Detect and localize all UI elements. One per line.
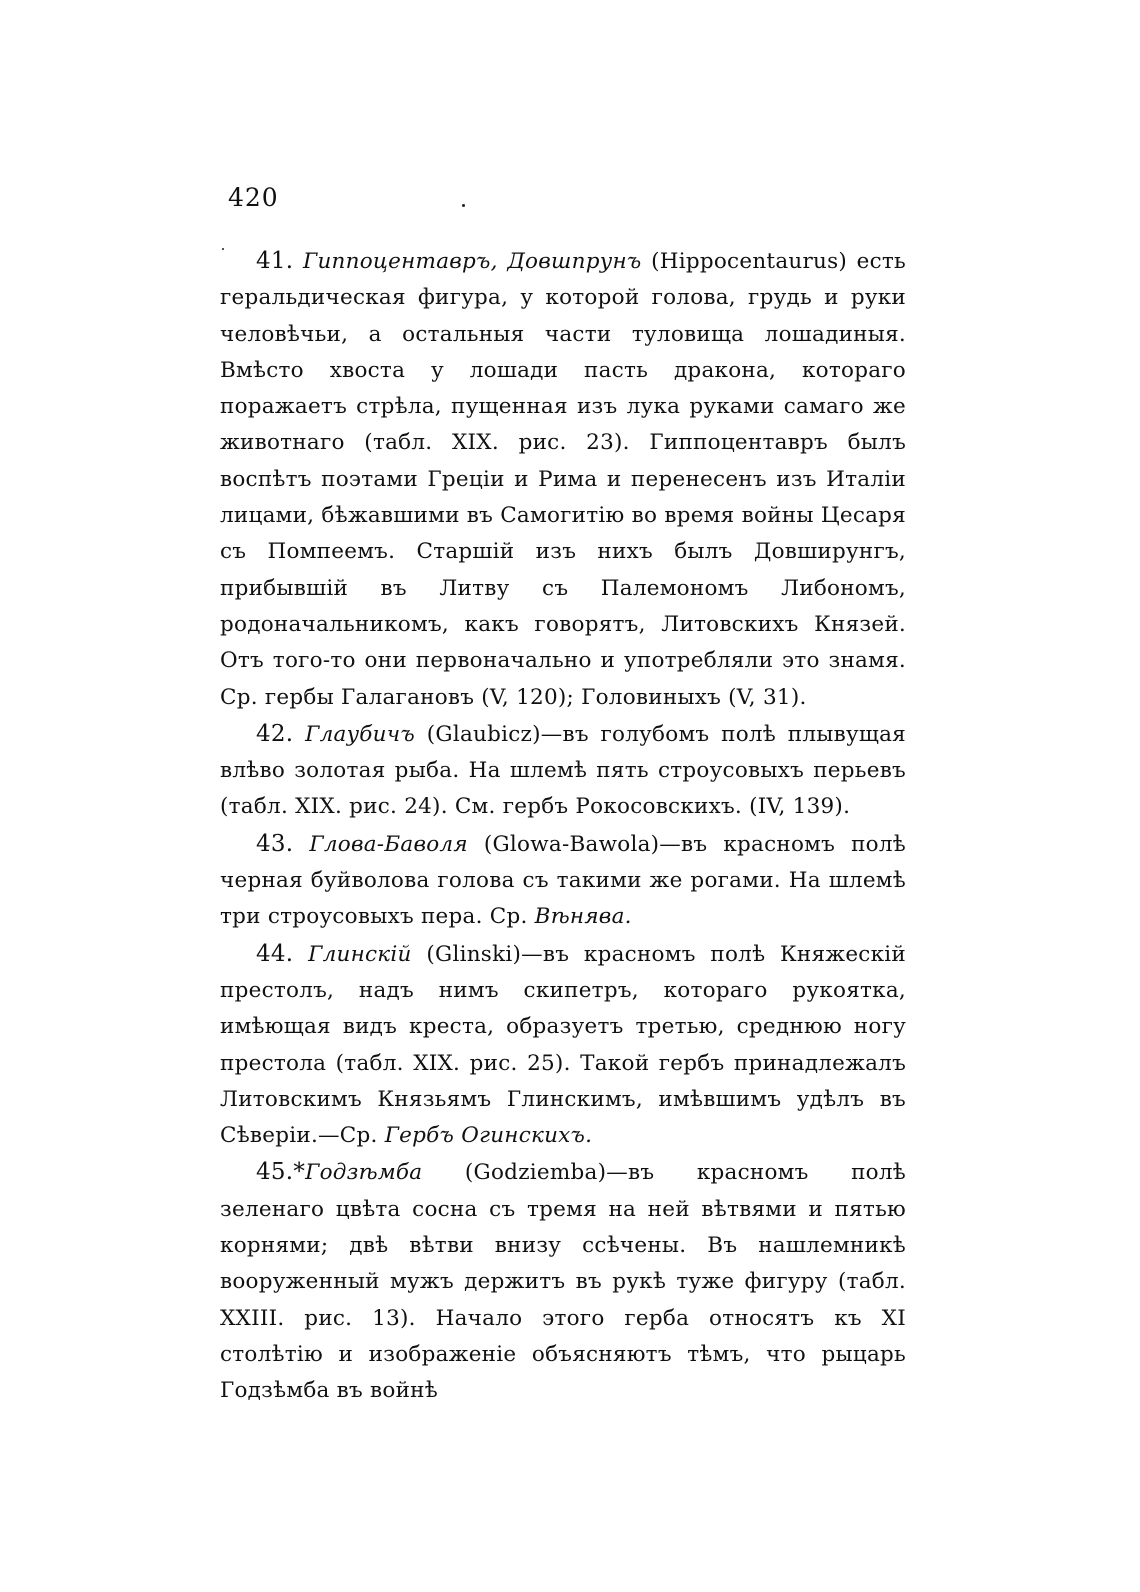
entry-45 [220,1154,906,1409]
entry-text: —въ голубомъ полѣ плывущая влѣво золотая рыба. На шлемѣ пять строусовыхъ перьевъ (табл. XIX. рис. 24). См. гербъ Рокосовскихъ. (IV, 139). [220,721,906,820]
entry-text: —въ красномъ полѣ черная буйволова голова съ такими же рогами. На шлемѣ три строусовыхъ пера. Ср. [220,831,906,930]
print-speck [462,204,465,207]
entry-text: —въ красномъ полѣ Княжескій престолъ, надъ нимъ скипетръ, котораго рукоятка, имѣющая видъ креста, образуетъ третью, среднюю ногу престола (табл. XIX. рис. 25). Такой гербъ принадлежалъ Литовскимъ Князьямъ Глинскимъ, имѣвшимъ удѣлъ въ Сѣверіи.—Ср. [220,941,906,1149]
entry-latin: (Glaubicz) [426,721,541,747]
entry-44 [220,936,906,1155]
entry-text: есть геральдическая фигура, у которой голова, грудь и руки человѣчьи, а остальныя части туловища лошадиныя. Вмѣсто хвоста у лошади пасть дракона, котораго поражаетъ стрѣла, пущенная изъ лука руками самаго же животнаго (табл. XIX. рис. 23). Гиппоцентавръ былъ воспѣтъ поэтами Греціи и Рима и перенесенъ изъ Италіи лицами, бѣжавшими въ Самогитію во время войны Цесаря съ Помпеемъ. Старшій изъ нихъ былъ Довширунгъ, прибывшій въ Литву съ Палемономъ Либономъ, родоначальникомъ, какъ говорятъ, Литовскихъ Князей. Отъ того-то они первоначально и употребляли это знамя. Ср. гербы Галагановъ (V, 120); Головиныхъ (V, 31). [220,249,907,710]
entry-latin: (Glowa-Bawola) [483,831,660,857]
entry-number: 43. [256,830,294,857]
page-number: 420 [228,183,279,212]
entry-cross-reference: Вѣнява. [534,904,632,930]
entry-41 [220,243,906,716]
entry-latin: (Hippocentaurus) [651,249,848,274]
entry-title: Глова-Баволя [309,831,468,857]
entry-43 [220,826,906,936]
entry-cross-reference: Гербъ Огинскихъ. [384,1123,593,1149]
entry-title: Гиппоцентавръ, Довшпрунъ [302,249,642,274]
entry-number: 44. [256,940,294,967]
main-text [220,243,906,1410]
entry-42 [220,716,906,826]
entry-latin: (Godziemba) [464,1160,607,1186]
entry-number: 41. [256,248,294,274]
entry-title: Годзѣмба [305,1160,423,1186]
entry-number: 42. [256,720,294,747]
entry-title: Глаубичъ [305,721,415,747]
entry-title: Глинскій [308,941,412,967]
entry-number: 45.* [256,1159,306,1186]
entry-latin: (Glinski) [426,941,522,967]
entry-text: —въ красномъ полѣ зеленаго цвѣта сосна съ тремя на ней вѣтвями и пятью корнями; двѣ вѣтви внизу ссѣчены. Въ нашлемникѣ вооруженный мужъ держитъ въ рукѣ туже фигуру (табл. XXIII. рис. 13). Начало этого герба относятъ къ XI столѣтію и изображеніе объясняютъ тѣмъ, что рыцарь Годзѣмба въ войнѣ [220,1160,906,1404]
